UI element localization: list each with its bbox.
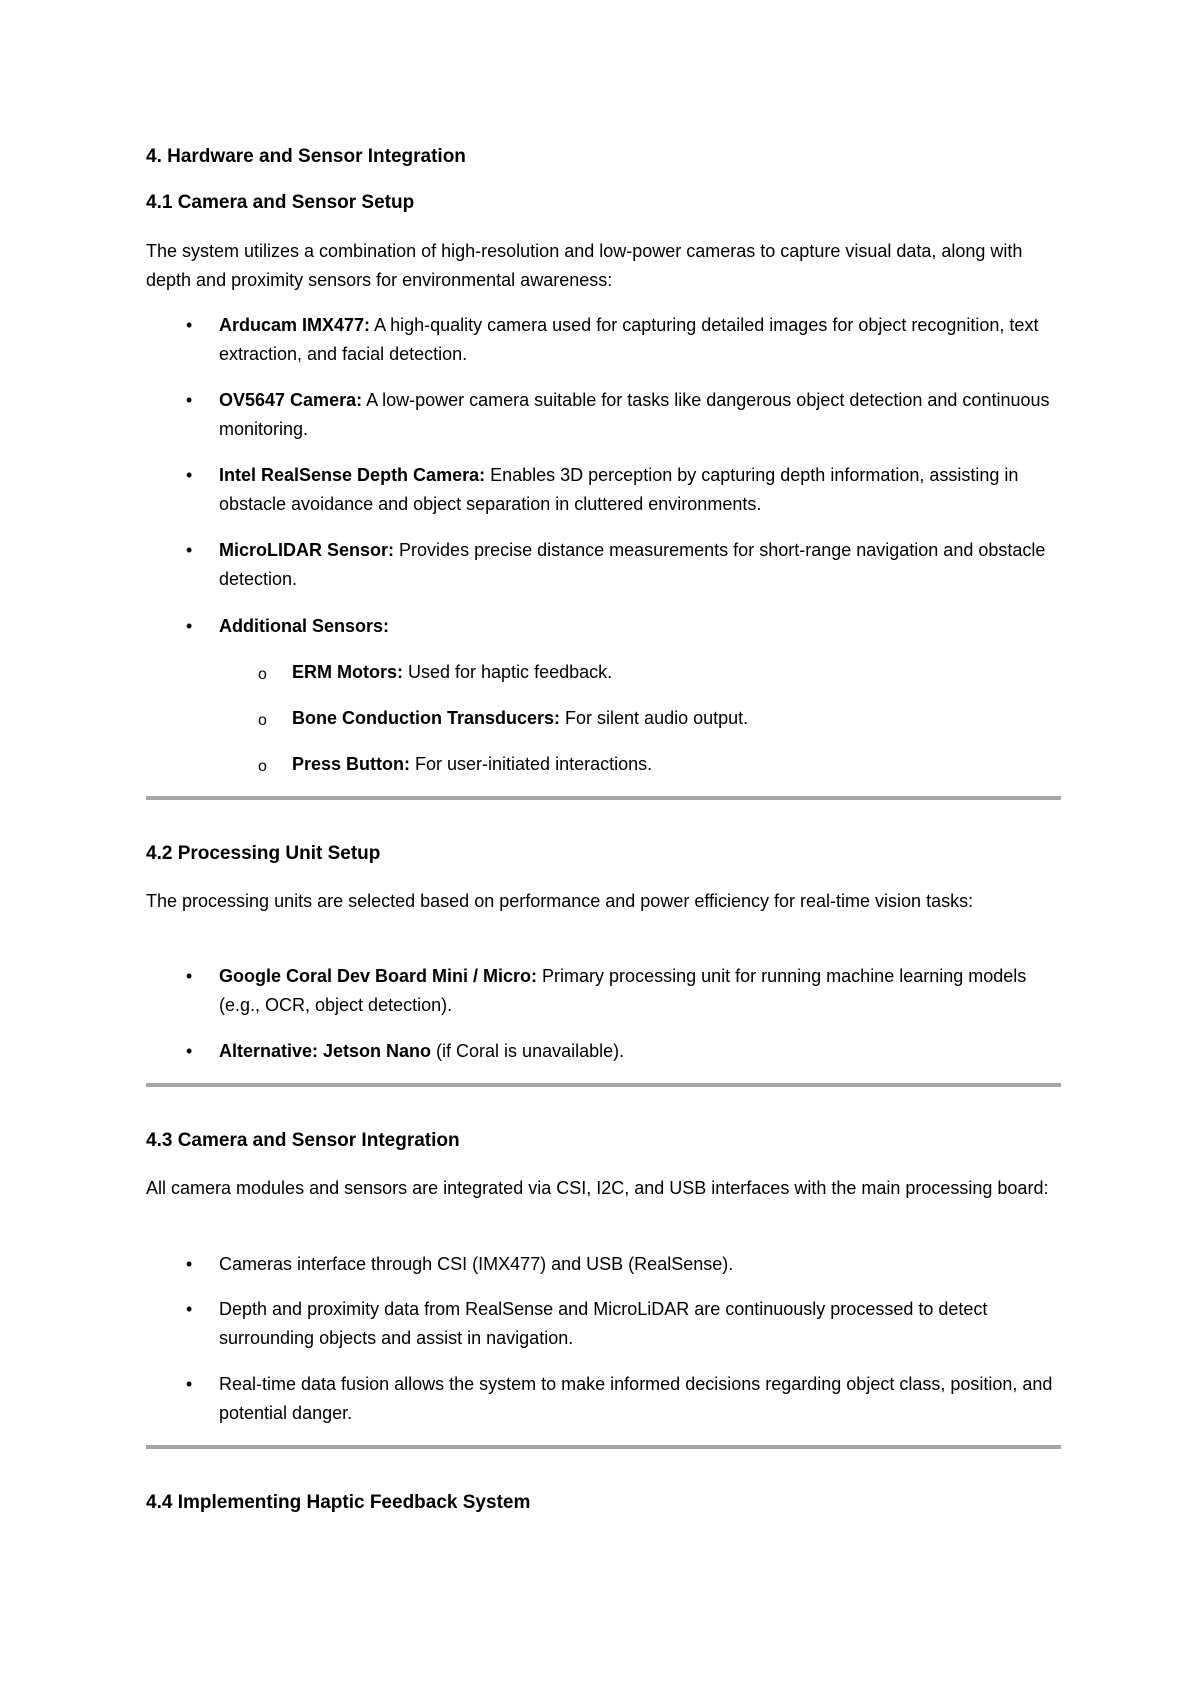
bullet-icon: • (186, 1374, 193, 1394)
bullet-icon: • (186, 540, 193, 560)
item-label: MicroLIDAR Sensor: (219, 540, 395, 560)
sub-bullet-icon: o (258, 666, 267, 683)
item-text: Primary processing unit for running machine learning models (e.g., OCR, object detection). (219, 966, 1027, 1015)
item-label: Intel RealSense Depth Camera: (219, 465, 486, 485)
bullet-icon: • (186, 1254, 193, 1274)
horizontal-rule (146, 1445, 1061, 1449)
bullet-icon: • (186, 1041, 193, 1061)
subitem-text: For user-initiated interactions. (410, 754, 653, 774)
item-label: Arducam IMX477: (219, 315, 371, 335)
subitem-label: ERM Motors: (292, 662, 403, 682)
item-label: Additional Sensors: (219, 616, 390, 636)
subsection-title-4-4: 4.4 Implementing Haptic Feedback System (146, 1492, 531, 1513)
item-text: Depth and proximity data from RealSense and MicroLiDAR are continuously processed to detect surrounding objects and assist in navigation. (219, 1299, 988, 1348)
section-heading: 4. Hardware and Sensor Integration (146, 146, 466, 167)
item-text: Provides precise distance measurements for short-range navigation and obstacle detection. (219, 540, 1046, 589)
item-text: A low-power camera suitable for tasks like dangerous object detection and continuous monitoring. (219, 390, 1050, 439)
subitem-label: Bone Conduction Transducers: (292, 708, 561, 728)
bullet-icon: • (186, 1299, 193, 1319)
bullet-icon: • (186, 465, 193, 485)
item-text: Real-time data fusion allows the system to make informed decisions regarding object class, position, and potential danger. (219, 1374, 1053, 1423)
item-text: A high-quality camera used for capturing detailed images for object recognition, text extraction, and facial detection. (219, 315, 1039, 364)
intro-paragraph-4-2: The processing units are selected based on performance and power efficiency for real-time vision tasks: (146, 891, 974, 911)
bullet-icon: • (186, 616, 193, 636)
item-label: Google Coral Dev Board Mini / Micro: (219, 966, 538, 986)
intro-paragraph-4-3: All camera modules and sensors are integrated via CSI, I2C, and USB interfaces with the main processing board: (146, 1178, 1049, 1198)
sub-bullet-icon: o (258, 712, 267, 729)
subitem-label: Press Button: (292, 754, 411, 774)
item-label: Alternative: Jetson Nano (219, 1041, 432, 1061)
item-label: OV5647 Camera: (219, 390, 363, 410)
bullet-icon: • (186, 966, 193, 986)
bullet-icon: • (186, 315, 193, 335)
horizontal-rule (146, 796, 1061, 800)
item-text: Cameras interface through CSI (IMX477) and USB (RealSense). (219, 1254, 734, 1274)
item-text: Enables 3D perception by capturing depth information, assisting in obstacle avoidance and object separation in cluttered environments. (219, 465, 1019, 514)
subsection-title-4-2: 4.2 Processing Unit Setup (146, 843, 381, 864)
sub-bullet-icon: o (258, 758, 267, 775)
intro-paragraph-4-1: The system utilizes a combination of high-resolution and low-power cameras to capture visual data, along with depth and proximity sensors for environmental awareness: (146, 241, 1023, 290)
item-text: (if Coral is unavailable). (431, 1041, 625, 1061)
subsection-title-4-1: 4.1 Camera and Sensor Setup (146, 192, 415, 213)
subsection-title-4-3: 4.3 Camera and Sensor Integration (146, 1130, 460, 1151)
horizontal-rule (146, 1083, 1061, 1087)
subitem-text: Used for haptic feedback. (403, 662, 613, 682)
subitem-text: For silent audio output. (560, 708, 749, 728)
bullet-icon: • (186, 390, 193, 410)
